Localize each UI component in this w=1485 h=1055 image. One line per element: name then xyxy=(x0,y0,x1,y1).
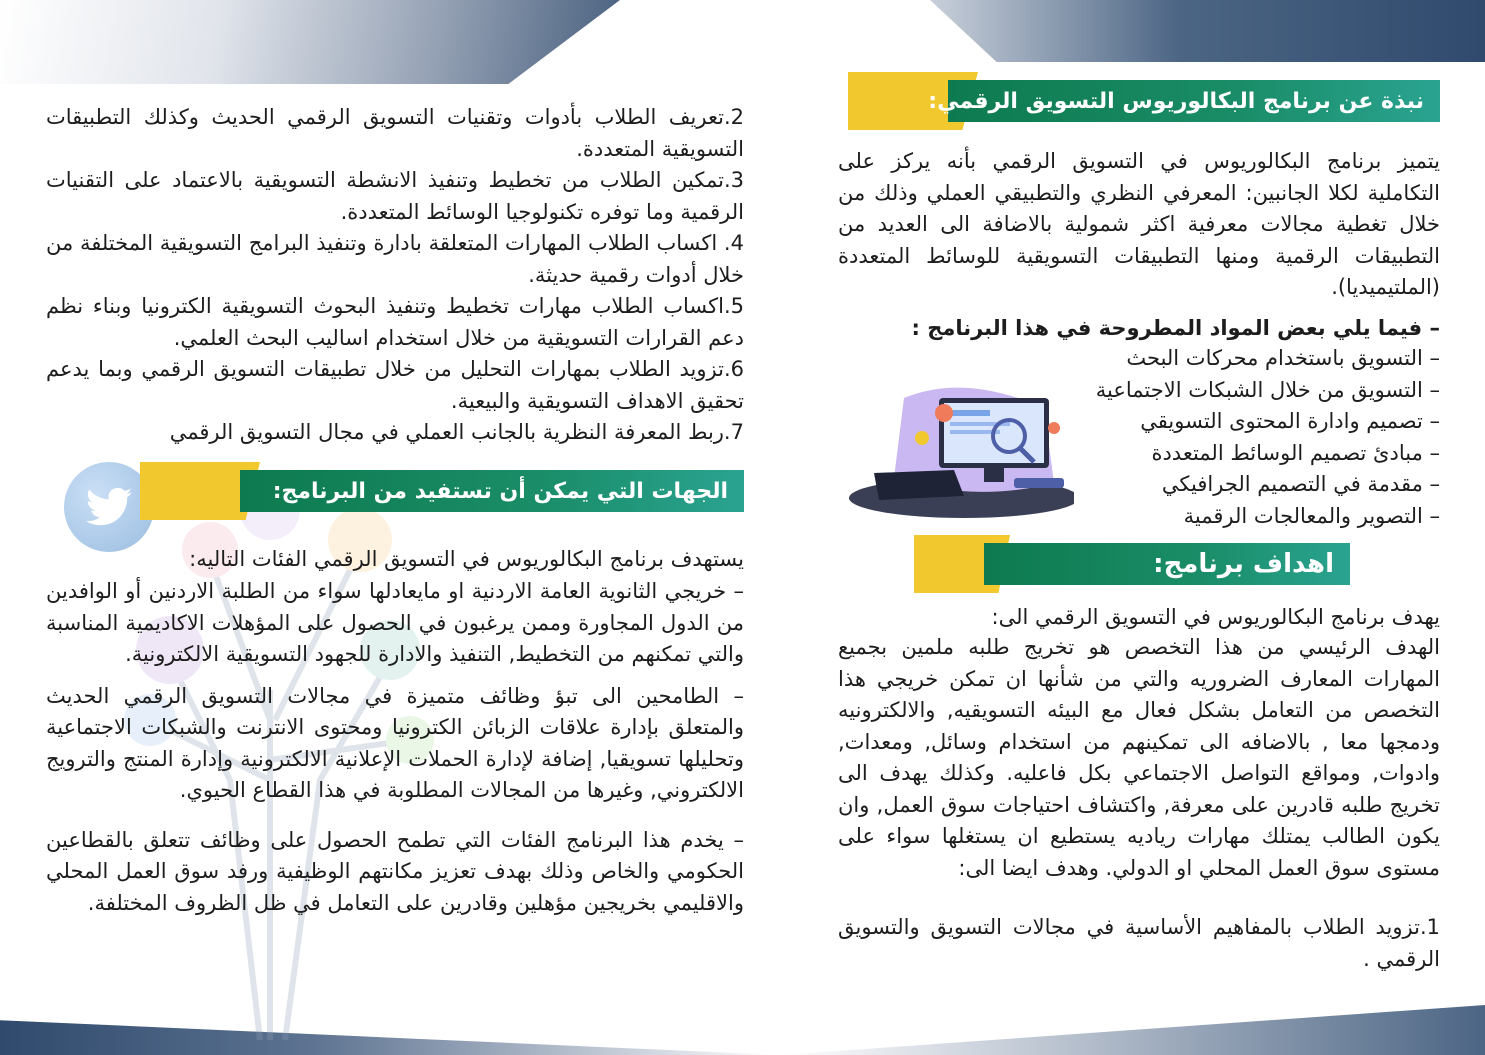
goals-paragraph: الهدف الرئيسي من هذا التخصص هو تخريج طلبه ملمين بجميع المهارات المعارف الضروريه والتي من شأنها ان تمكن خريجي هذا التخصص من التعامل بشكل فعال مع البيئه التسويقيه, والالكترونيه ودمجها معا , بالاضافه الى تمكينهم من استخدام وسائل, ومعدات, وادوات, ومواقع التواصل الاجتماعي بكل فاعليه. وكذلك يهدف الى تخريج طلبه قادرين على معرفة, واكتشاف احتياجات سوق العمل, وان يكون الطالب يمتلك مهارات رياديه يستطيع ان يستغلها سواء على مستوى سوق العمل المحلي او الدولي. وهدف ايضا الى: xyxy=(838,635,1440,880)
subjects-list xyxy=(1076,343,1440,532)
about-header xyxy=(848,72,1440,118)
list-item: – تصميم وادارة المحتوى التسويقي xyxy=(1140,409,1440,433)
about-paragraph: يتميز برنامج البكالوريوس في التسويق الرقمي بأنه يركز على التكاملية لكلا الجانبين: المعرفي النظري والتطبيقي العملي وذلك من خلال تغطية مجالات معرفية اكثر شمولية بالاضافة الى العديد من التطبيقات الرقمية ومنها التطبيقات التسويقية للوسائط المتعددة (الملتيميديا). xyxy=(838,149,1440,299)
bottom-left-band xyxy=(0,997,780,1055)
goal-item-1: 1.تزويد الطلاب بالمفاهيم الأساسية في مجالات التسويق والتسويق الرقمي . xyxy=(838,915,1440,971)
top-right-band xyxy=(930,0,1485,62)
list-item: – التصوير والمعالجات الرقمية xyxy=(1183,503,1440,528)
list-item: – التسويق من خلال الشبكات الاجتماعية xyxy=(1095,377,1440,402)
beneficiaries-intro: يستهدف برنامج البكالوريوس في التسويق الرقمي الفئات التاليه: xyxy=(189,547,744,571)
beneficiaries-list xyxy=(46,576,744,919)
list-item: – مبادئ تصميم الوسائط المتعددة xyxy=(1151,440,1440,465)
bottom-right-band xyxy=(780,1005,1485,1055)
goal-item-2: 2.تعريف الطلاب بأدوات وتقنيات التسويق الرقمي الحديث وكذلك التطبيقات التسويقية المتعددة. xyxy=(46,105,744,161)
beneficiaries-title: الجهات التي يمكن أن تستفيد من البرنامج: xyxy=(272,478,728,504)
goal-item-7: 7.ربط المعرفة النظرية بالجانب العملي في مجال التسويق الرقمي xyxy=(169,420,744,444)
goals-header xyxy=(914,535,1440,581)
goal-item-3: 3.تمكين الطلاب من تخطيط وتنفيذ الانشطة التسويقية بالاعتماد على التقنيات الرقمية وما توفره تكنولوجيا الوسائط المتعددة. xyxy=(46,168,744,224)
list-item: – الطامحين الى تبؤ وظائف متميزة في مجالات التسويق الرقمي الحديث والمتعلق بإدارة علاقات الزبائن الكترونيا ومحتوى الانترنت والشبكات الاجتماعية وتحليلها تسويقيا, إضافة لإدارة الحملات الإعلانية الالكترونية وإدارة المنتج والترويج الالكتروني, وغيرها من المجالات المطلوبة في هذا القطاع الحيوي. xyxy=(46,683,744,802)
list-item: – التسويق باستخدام محركات البحث xyxy=(1126,346,1440,370)
list-item: – مقدمة في التصميم الجرافيكي xyxy=(1161,472,1440,496)
top-left-band xyxy=(0,0,620,84)
goal-item-6: 6.تزويد الطلاب بمهارات التحليل من خلال تطبيقات التسويق الرقمي وبما يدعم تحقيق الاهداف التسويقية والبيعية. xyxy=(46,357,744,413)
goals-continued-list xyxy=(46,102,744,449)
goal-item-4: 4. اكساب الطلاب المهارات المتعلقة بادارة وتنفيذ البرامج التسويقية المختلفة من خلال أدوات رقمية حديثة. xyxy=(46,231,744,287)
computer-illustration xyxy=(844,378,1074,518)
subjects-intro: – فيما يلي بعض المواد المطروحة في هذا البرنامج : xyxy=(911,316,1440,340)
goals-title: اهداف برنامج: xyxy=(1153,549,1334,579)
goals-intro: يهدف برنامج البكالوريوس في التسويق الرقمي الى: xyxy=(991,605,1440,629)
about-title: نبذة عن برنامج البكالوريوس التسويق الرقمي: xyxy=(928,88,1424,114)
goal-item-5: 5.اكساب الطلاب مهارات تخطيط وتنفيذ البحوث التسويقية الكترونيا وبناء نظم دعم القرارات التسويقية من خلال استخدام اساليب البحث العلمي. xyxy=(46,294,744,350)
list-item: – خريجي الثانوية العامة الاردنية او مايعادلها سواء من الطلبة الاردنين أو الوافدين من الدول المجاورة وممن يرغبون في الحصول على المؤهلات الاكاديمية المناسبة والتي تمكنهم من التخطيط, التنفيذ والادارة للجهود التسويقية الالكترونية. xyxy=(46,579,744,666)
list-item: – يخدم هذا البرنامج الفئات التي تطمح الحصول على وظائف تتعلق بالقطاعين الحكومي والخاص وذلك بهدف تعزيز مكانتهم الوظيفية ورفد سوق العمل المحلي والاقليمي بخريجين مؤهلين وقادرين على التعامل في ظل الظروف المختلفة. xyxy=(46,827,744,915)
beneficiaries-header xyxy=(140,462,744,508)
